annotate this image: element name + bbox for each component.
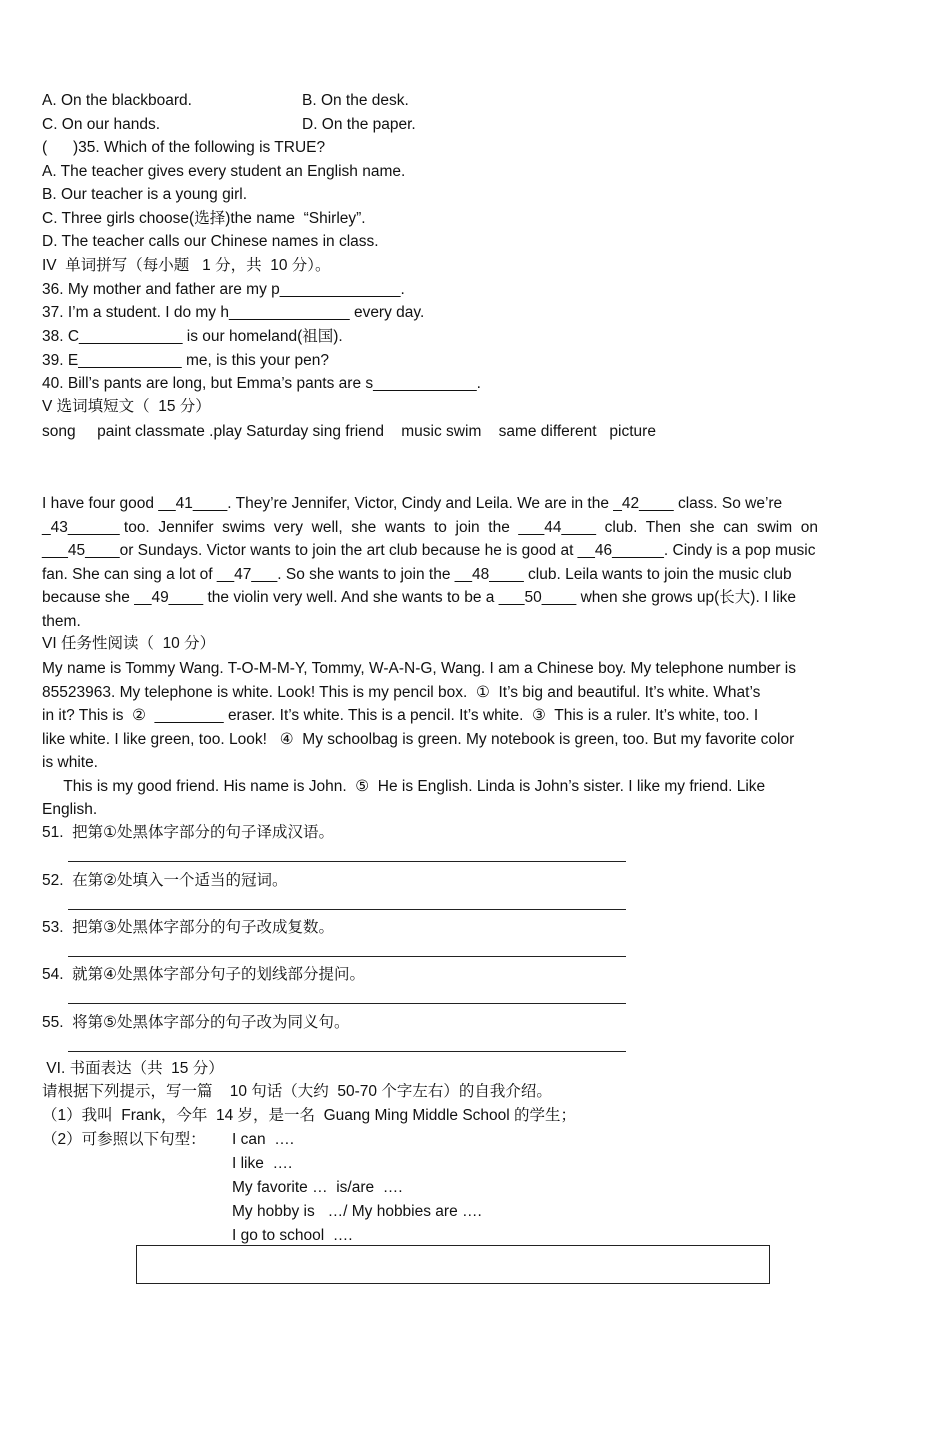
passage-line: because she __49____ the violin very well. And she wants to be a ___50____ when she grows up(长大). I like (42, 589, 796, 606)
writing-instruction: 请根据下列提示，写一篇 10 句话（大约 50-70 个字左右）的自我介绍。 (42, 1083, 552, 1100)
task-question: 51. 把第①处黑体字部分的句子译成汉语。 (42, 824, 335, 841)
q34-option-a: A. On the blackboard. (42, 92, 192, 109)
writing-hint-label: （2）可参照以下句型： (42, 1131, 206, 1148)
sentence-pattern: I go to school …. (232, 1227, 353, 1244)
passage-line: _43______ too. Jennifer swims very well, she wants to join the ___44____ club. Then she can swim on (42, 518, 819, 536)
q35-option-a: A. The teacher gives every student an English name. (42, 163, 406, 180)
section5-heading: V 选词填短文（ 15 分） (42, 398, 211, 415)
section7-heading: VI. 书面表达（共 15 分） (42, 1060, 224, 1077)
q35-option-c: C. Three girls choose(选择)the name “Shirley”. (42, 210, 366, 227)
spelling-item: 40. Bill’s pants are long, but Emma’s pants are s____________. (42, 375, 481, 392)
sentence-pattern: My favorite … is/are …. (232, 1179, 403, 1196)
writing-answer-box[interactable] (136, 1245, 770, 1284)
word-bank: song paint classmate .play Saturday sing friend music swim same different picture (42, 423, 656, 440)
passage-line: them. (42, 612, 81, 630)
q35-option-d: D. The teacher calls our Chinese names in class. (42, 233, 379, 250)
section6-heading: VI 任务性阅读（ 10 分） (42, 635, 216, 652)
answer-line[interactable] (68, 909, 626, 910)
passage-line: in it? This is ② ________ eraser. It’s white. This is a pencil. It’s white. ③ This is a ruler. It’s white, too. I (42, 707, 759, 724)
sentence-pattern: I like …. (232, 1155, 293, 1172)
q35-question: ( )35. Which of the following is TRUE? (42, 139, 326, 156)
reading-passage (42, 657, 892, 822)
spelling-item: 38. C____________ is our homeland(祖国). (42, 328, 343, 345)
passage-line: ___45____or Sundays. Victor wants to join the art club because he is good at __46______. Cindy is a pop music (42, 542, 816, 559)
answer-line[interactable] (68, 956, 626, 957)
q34-option-d: D. On the paper. (302, 116, 416, 133)
passage-line: This is my good friend. His name is John. ⑤ He is English. Linda is John’s sister. I like my friend. Like (42, 777, 766, 795)
passage-line: My name is Tommy Wang. T-O-M-M-Y, Tommy, W-A-N-G, Wang. I am a Chinese boy. My telephone number is (42, 660, 796, 677)
q34-option-c: C. On our hands. (42, 116, 161, 133)
section4-heading: IV 单词拼写（每小题 1 分，共 10 分）。 (42, 257, 331, 274)
spelling-item: 37. I’m a student. I do my h______________ every day. (42, 304, 425, 321)
task-question: 55. 将第⑤处黑体字部分的句子改为同义句。 (42, 1014, 350, 1031)
task-question: 54. 就第④处黑体字部分句子的划线部分提问。 (42, 966, 366, 983)
passage-line: 85523963. My telephone is white. Look! This is my pencil box. ① It’s big and beautiful. It’s white. What’s (42, 683, 761, 701)
cloze-passage (42, 492, 892, 633)
sentence-pattern: My hobby is …/ My hobbies are …. (232, 1203, 482, 1220)
q34-option-b: B. On the desk. (302, 92, 409, 109)
q35-option-b: B. Our teacher is a young girl. (42, 186, 248, 203)
task-question: 52. 在第②处填入一个适当的冠词。 (42, 872, 288, 889)
passage-line: English. (42, 801, 98, 818)
answer-line[interactable] (68, 1051, 626, 1052)
sentence-pattern: I can …. (232, 1131, 295, 1148)
passage-line: like white. I like green, too. Look! ④ My schoolbag is green. My notebook is green, too. But my favorite color (42, 730, 795, 748)
answer-line[interactable] (68, 861, 626, 862)
spelling-item: 39. E____________ me, is this your pen? (42, 352, 329, 369)
answer-line[interactable] (68, 1003, 626, 1004)
task-question: 53. 把第③处黑体字部分的句子改成复数。 (42, 919, 335, 936)
writing-hint: （1）我叫 Frank，今年 14 岁，是一名 Guang Ming Middle School 的学生； (42, 1107, 577, 1124)
passage-line: I have four good __41____. They’re Jennifer, Victor, Cindy and Leila. We are in the _42____ class. So we’re (42, 495, 783, 512)
spelling-item: 36. My mother and father are my p______________. (42, 281, 405, 298)
passage-line: fan. She can sing a lot of __47___. So she wants to join the __48____ club. Leila wants to join the music club (42, 565, 792, 583)
passage-line: is white. (42, 754, 98, 771)
